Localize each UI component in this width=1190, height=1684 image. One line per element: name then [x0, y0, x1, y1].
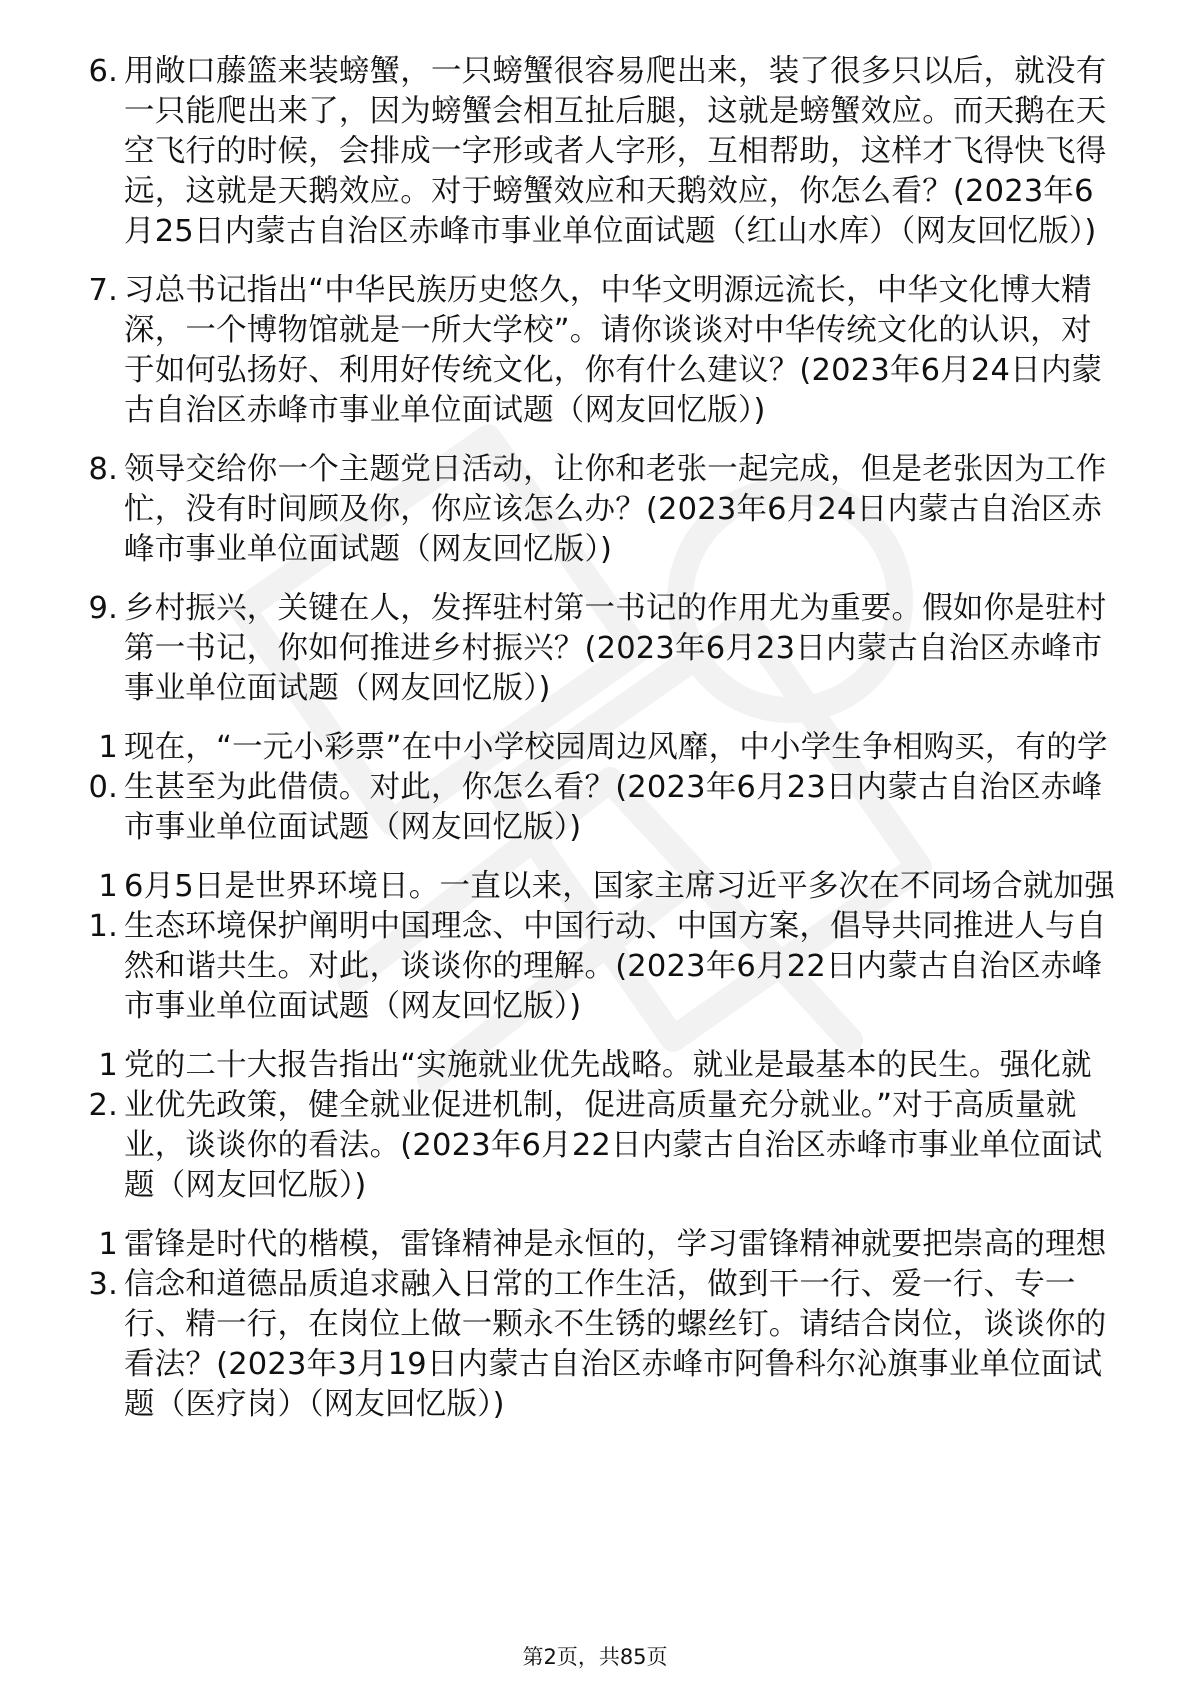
question-item-6	[72, 52, 1122, 252]
question-number: 11.	[88, 869, 118, 944]
question-number: 13.	[88, 1227, 118, 1302]
question-number: 10.	[88, 730, 118, 805]
question-text: 6月5日是世界环境日。一直以来，国家主席习近平多次在不同场合就加强生态环境保护阐明中国理念、中国行动、中国方案，倡导共同推进人与自然和谐共生。对此，谈谈你的理解。(2023年6月22日内蒙古自治区赤峰市事业单位面试题（网友回忆版）)	[124, 869, 1115, 1024]
question-item-10	[72, 728, 1122, 848]
question-item-7	[72, 271, 1122, 431]
question-number: 9.	[88, 591, 118, 626]
question-number: 7.	[88, 273, 118, 308]
question-text: 领导交给你一个主题党日活动，让你和老张一起完成，但是老张因为工作忙，没有时间顾及你，你应该怎么办？(2023年6月24日内蒙古自治区赤峰市事业单位面试题（网友回忆版）)	[124, 452, 1107, 567]
question-text: 乡村振兴，关键在人，发挥驻村第一书记的作用尤为重要。假如你是驻村第一书记，你如何推进乡村振兴？(2023年6月23日内蒙古自治区赤峰市事业单位面试题（网友回忆版）)	[124, 591, 1107, 706]
question-item-8	[72, 450, 1122, 570]
page-number-footer: 第2页，共85页	[522, 1645, 668, 1669]
question-item-11	[72, 867, 1122, 1027]
question-text: 习总书记指出“中华民族历史悠久，中华文明源远流长，中华文化博大精深，一个博物馆就是一所大学校”。请你谈谈对中华传统文化的认识，对于如何弘扬好、利用好传统文化，你有什么建议？(2023年6月24日内蒙古自治区赤峰市事业单位面试题（网友回忆版）)	[124, 273, 1103, 428]
question-number: 8.	[88, 452, 118, 487]
question-item-9	[72, 589, 1122, 709]
question-number: 12.	[88, 1048, 118, 1123]
question-item-12	[72, 1046, 1122, 1206]
question-list	[72, 52, 1122, 1444]
question-item-13	[72, 1225, 1122, 1425]
question-text: 党的二十大报告指出“实施就业优先战略。就业是最基本的民生。强化就业优先政策，健全就业促进机制，促进高质量充分就业。”对于高质量就业，谈谈你的看法。(2023年6月22日内蒙古自治区赤峰市事业单位面试题（网友回忆版）)	[124, 1048, 1103, 1203]
question-text: 现在，“一元小彩票”在中小学校园周边风靡，中小学生争相购买，有的学生甚至为此借债。对此，你怎么看？(2023年6月23日内蒙古自治区赤峰市事业单位面试题（网友回忆版）)	[124, 730, 1108, 845]
question-number: 6.	[88, 54, 118, 89]
question-text: 雷锋是时代的楷模，雷锋精神是永恒的，学习雷锋精神就要把崇高的理想信念和道德品质追求融入日常的工作生活，做到干一行、爱一行、专一行、精一行，在岗位上做一颗永不生锈的螺丝钉。请结合岗位，谈谈你的看法？(2023年3月19日内蒙古自治区赤峰市阿鲁科尔沁旗事业单位面试题（医疗岗）（网友回忆版）)	[124, 1227, 1107, 1422]
question-text: 用敞口藤篮来装螃蟹，一只螃蟹很容易爬出来，装了很多只以后，就没有一只能爬出来了，因为螃蟹会相互扯后腿，这就是螃蟹效应。而天鹅在天空飞行的时候，会排成一字形或者人字形，互相帮助，这样才飞得快飞得远，这就是天鹅效应。对于螃蟹效应和天鹅效应，你怎么看？(2023年6月25日内蒙古自治区赤峰市事业单位面试题（红山水库）（网友回忆版）)	[124, 54, 1107, 249]
